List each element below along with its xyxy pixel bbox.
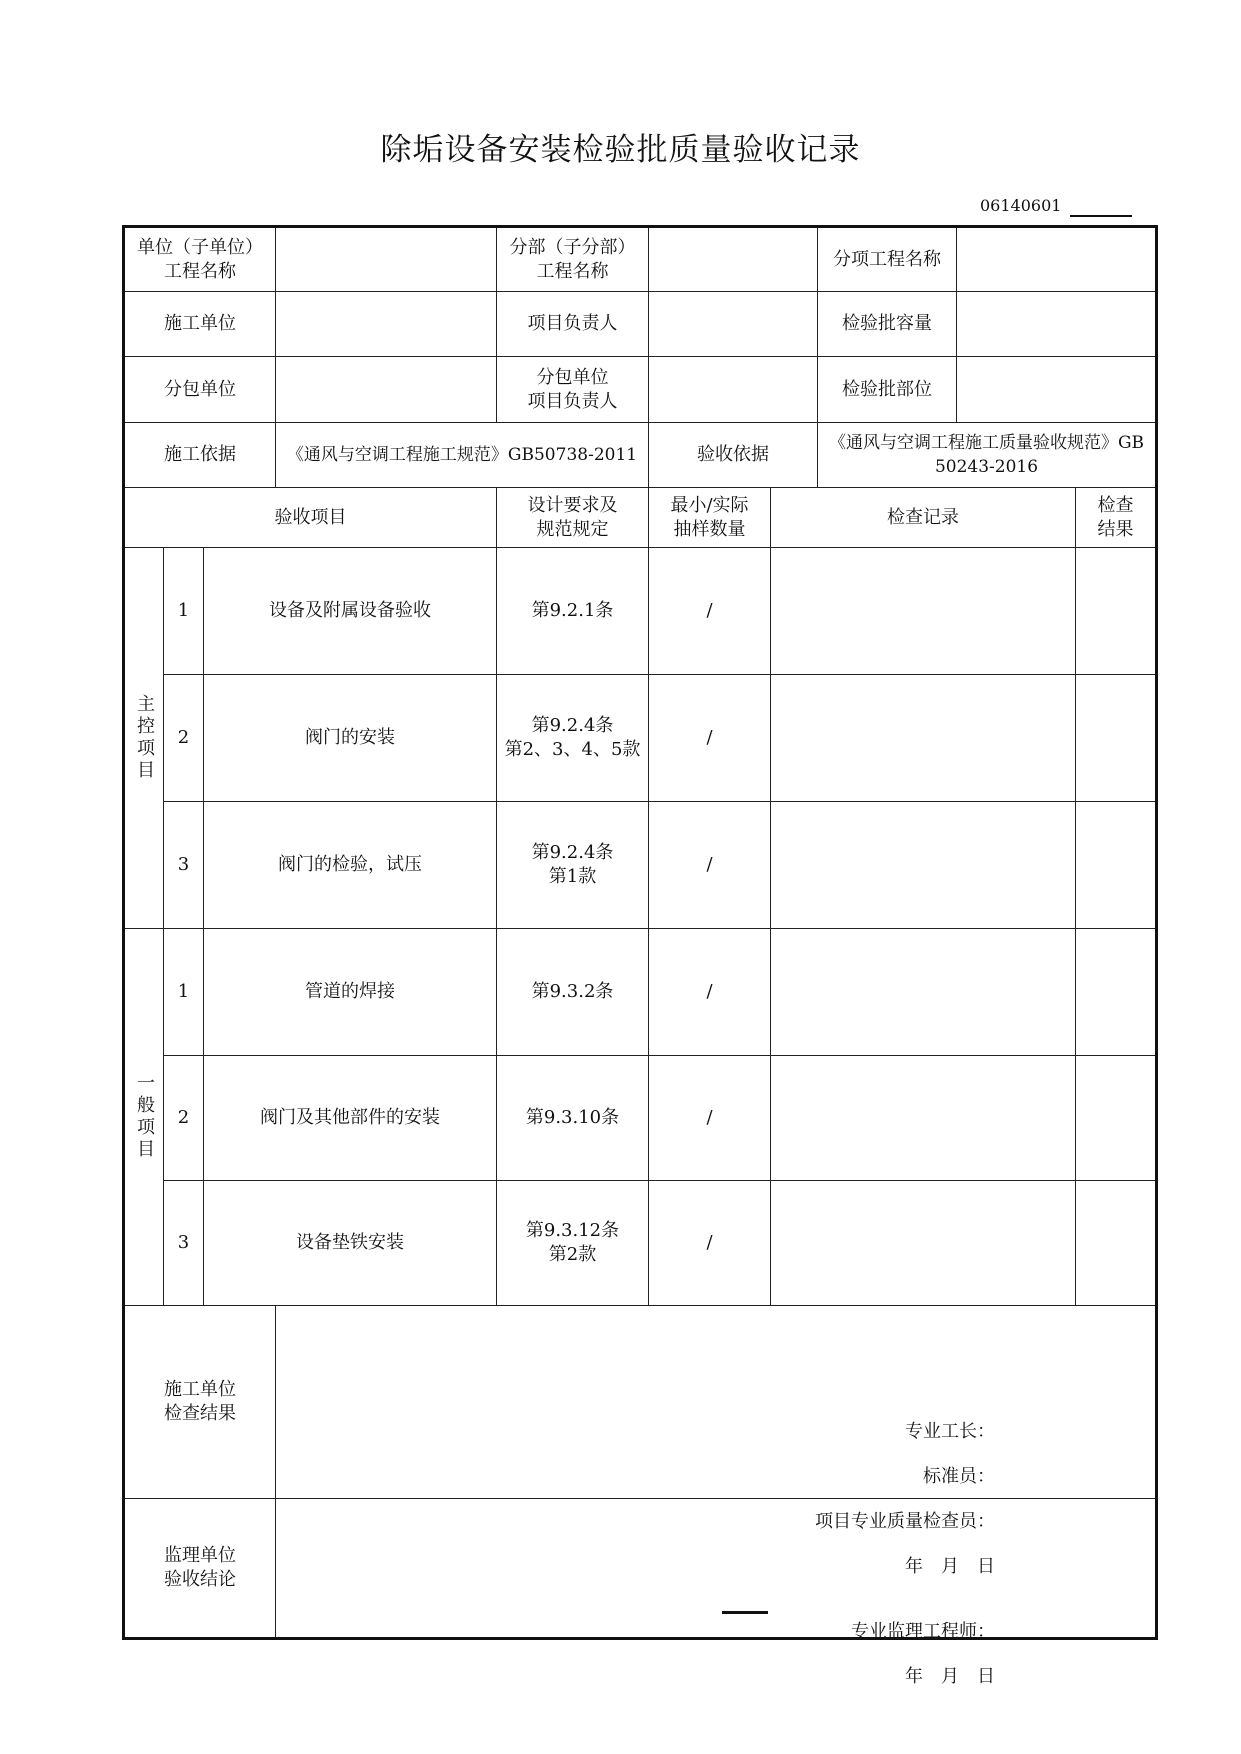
subcontractor-field[interactable] [276, 357, 497, 423]
table-row [124, 929, 1157, 1056]
item-result-field[interactable] [1076, 1181, 1157, 1306]
supervisor-check-area[interactable] [276, 1499, 1157, 1687]
item-sample[interactable]: / [649, 1181, 771, 1306]
item-record-field[interactable] [771, 1181, 1076, 1306]
col-requirement-header: 设计要求及 规范规定 [497, 488, 649, 548]
sub-item-label: 分项工程名称 [818, 227, 957, 292]
item-sample[interactable]: / [649, 802, 771, 929]
table-row [124, 548, 1157, 675]
contractor-check-area[interactable] [276, 1306, 1157, 1577]
item-number: 2 [164, 675, 204, 802]
item-record-field[interactable] [771, 1056, 1076, 1181]
construction-basis-label: 施工依据 [124, 423, 276, 488]
item-name: 设备及附属设备验收 [204, 548, 497, 675]
sub-division-label: 分部（子分部） 工程名称 [497, 227, 649, 292]
item-result-field[interactable] [1076, 675, 1157, 802]
col-item-header: 验收项目 [124, 488, 497, 548]
contractor-check-row [124, 1306, 1157, 1499]
foreman-signature-label: 专业工长： [905, 1421, 996, 1442]
table-row [124, 802, 1157, 929]
item-sample[interactable]: / [649, 675, 771, 802]
subcontractor-label: 分包单位 [124, 357, 276, 423]
sub-manager-field[interactable] [649, 357, 818, 423]
item-name: 管道的焊接 [204, 929, 497, 1056]
main-items-category [124, 548, 164, 929]
table-row [124, 1056, 1157, 1181]
contractor-field[interactable] [276, 292, 497, 357]
item-name: 阀门的检验，试压 [204, 802, 497, 929]
sub-manager-label: 分包单位 项目负责人 [497, 357, 649, 423]
project-manager-label: 项目负责人 [497, 292, 649, 357]
item-name: 阀门的安装 [204, 675, 497, 802]
item-spec: 第9.3.2条 [497, 929, 649, 1056]
batch-capacity-field[interactable] [957, 292, 1157, 357]
batch-capacity-label: 检验批容量 [818, 292, 957, 357]
col-sample-header: 最小/实际 抽样数量 [649, 488, 771, 548]
item-spec: 第9.3.12条 第2款 [497, 1181, 649, 1306]
item-result-field[interactable] [1076, 548, 1157, 675]
header-row-subcontractor [124, 357, 1157, 423]
form-code [980, 196, 1132, 215]
supervising-engineer-signature-label: 专业监理工程师： [851, 1621, 996, 1642]
sub-item-field[interactable] [957, 227, 1157, 292]
unit-project-label: 单位（子单位） 工程名称 [124, 227, 276, 292]
item-spec: 第9.2.4条 第2、3、4、5款 [497, 675, 649, 802]
unit-project-field[interactable] [276, 227, 497, 292]
item-number: 3 [164, 802, 204, 929]
item-number: 1 [164, 929, 204, 1056]
item-record-field[interactable] [771, 802, 1076, 929]
batch-location-label: 检验批部位 [818, 357, 957, 423]
item-record-field[interactable] [771, 929, 1076, 1056]
standard-officer-signature-label: 标准员： [923, 1466, 996, 1487]
acceptance-basis-label: 验收依据 [649, 423, 818, 488]
item-name: 阀门及其他部件的安装 [204, 1056, 497, 1181]
form-code-underline [1070, 215, 1132, 217]
item-name: 设备垫铁安装 [204, 1181, 497, 1306]
item-number: 1 [164, 548, 204, 675]
item-sample[interactable]: / [649, 929, 771, 1056]
acceptance-record-table [122, 225, 1158, 1687]
item-sample[interactable]: / [649, 548, 771, 675]
item-spec: 第9.2.4条 第1款 [497, 802, 649, 929]
contractor-label: 施工单位 [124, 292, 276, 357]
col-record-header: 检查记录 [771, 488, 1076, 548]
supervisor-check-label: 监理单位 验收结论 [124, 1499, 276, 1639]
supervisor-check-row [124, 1499, 1157, 1639]
batch-location-field[interactable] [957, 357, 1157, 423]
sub-division-field[interactable] [649, 227, 818, 292]
item-result-field[interactable] [1076, 1056, 1157, 1181]
item-result-field[interactable] [1076, 802, 1157, 929]
item-number: 3 [164, 1181, 204, 1306]
quality-inspector-signature-label: 项目专业质量检查员： [815, 1511, 996, 1532]
item-sample[interactable]: / [649, 1056, 771, 1181]
table-row [124, 1181, 1157, 1306]
contractor-date: 年 月 日 [905, 1556, 996, 1577]
table-row [124, 675, 1157, 802]
document-title: 除垢设备安装检验批质量验收记录 [380, 132, 861, 168]
signature-dash [722, 1611, 768, 1614]
general-items-category [124, 929, 164, 1306]
main-items-category-label: 主控项目 [134, 694, 155, 782]
item-result-field[interactable] [1076, 929, 1157, 1056]
item-record-field[interactable] [771, 675, 1076, 802]
item-spec: 第9.2.1条 [497, 548, 649, 675]
project-manager-field[interactable] [649, 292, 818, 357]
general-items-category-label: 一般项目 [134, 1073, 155, 1161]
contractor-check-label: 施工单位 检查结果 [124, 1306, 276, 1499]
col-result-header: 检查 结果 [1076, 488, 1157, 548]
supervisor-date: 年 月 日 [905, 1666, 996, 1687]
column-header-row [124, 488, 1157, 548]
header-row-basis [124, 423, 1157, 488]
item-number: 2 [164, 1056, 204, 1181]
header-row-project [124, 227, 1157, 292]
header-row-contractor [124, 292, 1157, 357]
acceptance-basis-value: 《通风与空调工程施工质量验收规范》GB 50243-2016 [818, 423, 1157, 488]
item-spec: 第9.3.10条 [497, 1056, 649, 1181]
form-code-number: 06140601 [980, 196, 1062, 215]
item-record-field[interactable] [771, 548, 1076, 675]
construction-basis-value: 《通风与空调工程施工规范》GB50738-2011 [276, 423, 649, 488]
